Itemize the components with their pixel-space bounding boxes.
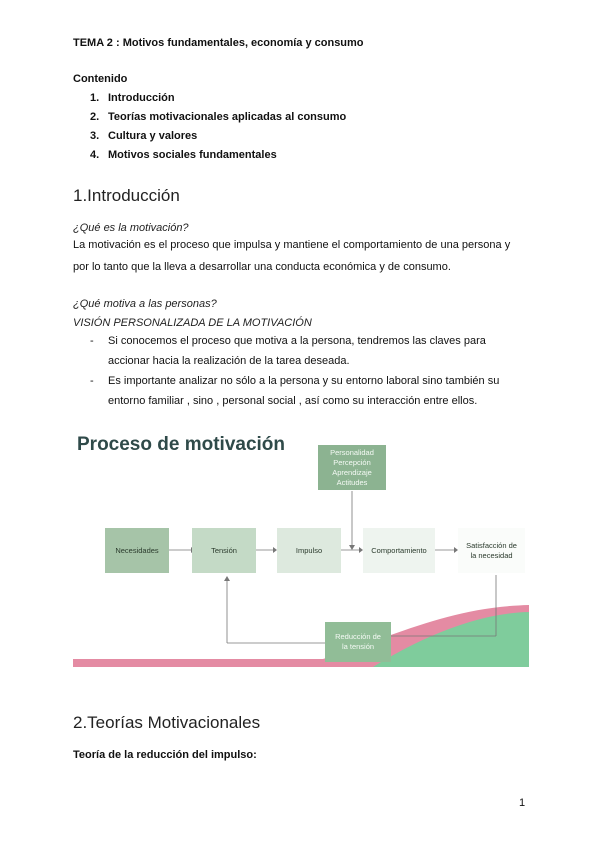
- page-number: 1: [519, 797, 526, 809]
- influences-box: Personalidad Percepción Aprendizaje Actitudes: [318, 445, 386, 490]
- document-title: TEMA 2 : Motivos fundamentales, economía y consumo: [73, 37, 364, 49]
- question-what-motivates: ¿Qué motiva a las personas?: [73, 298, 217, 310]
- bullet-list: [90, 331, 520, 411]
- tension-reduction-box: Reducción de la tensión: [325, 622, 391, 662]
- section2-subheading: Teoría de la reducción del impulso:: [73, 749, 257, 761]
- definition-paragraph: La motivación es el proceso que impulsa y mantiene el comportamiento de una persona y por lo tanto que la lleva a desarrollar una conducta económica y de consumo.: [73, 239, 511, 273]
- toc-heading: Contenido: [73, 73, 128, 85]
- tension-box: Tensión: [192, 528, 256, 573]
- bullet-item: - Si conocemos el proceso que motiva a la persona, tendremos las claves para accionar hacia la realización de la tarea deseada.: [90, 335, 486, 367]
- toc-item: 4. Motivos sociales fundamentales: [90, 149, 277, 161]
- toc-list: [90, 92, 346, 168]
- toc-item: 2. Teorías motivacionales aplicadas al consumo: [90, 111, 347, 123]
- figure-title: Proceso de motivación: [77, 434, 286, 455]
- behavior-box: Comportamiento: [363, 528, 435, 573]
- bullet-item: - Es importante analizar no sólo a la persona y su entorno laboral sino también su entorno familiar , sino , personal social , así como su interacción entre ellos.: [90, 375, 500, 407]
- toc-item: 1. Introducción: [90, 92, 175, 104]
- satisfaction-box: Satisfacción de la necesidad: [458, 528, 525, 573]
- motivation-process-figure: [73, 427, 529, 667]
- impulse-box: Impulso: [277, 528, 341, 573]
- section1-heading: 1.Introducción: [73, 186, 180, 205]
- question-what-is-motivation: ¿Qué es la motivación?: [73, 222, 189, 234]
- toc-item: 3. Cultura y valores: [90, 130, 198, 142]
- personalized-vision-heading: VISIÓN PERSONALIZADA DE LA MOTIVACIÓN: [73, 317, 312, 329]
- needs-box: Necesidades: [105, 528, 169, 573]
- section2-heading: 2.Teorías Motivacionales: [73, 713, 261, 732]
